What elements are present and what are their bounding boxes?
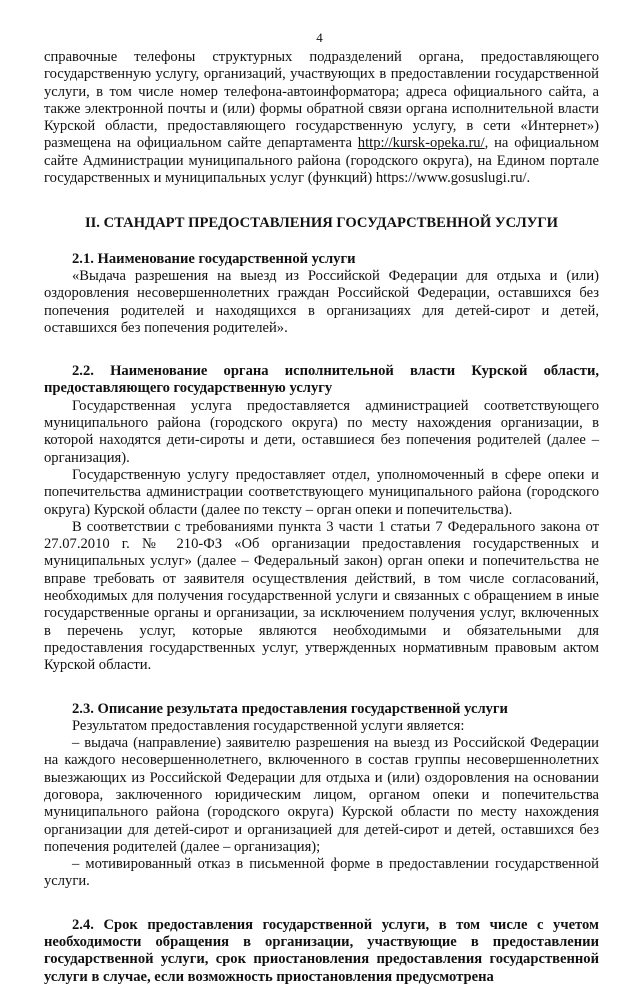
paragraph-2-3-2: – выдача (направление) заявителю разрешения на выезд из Российской Федерации на каждого несовершеннолетнего, включенного в состав группы несовершеннолетних выезжающих из Российской Федерации для отдыха и (или) оздоровления на основании договора, заключенного юридическим лицом, органом опеки и попечительства муниципального района (городского округа) Курской области по месту нахождения организации для детей-сирот и организацией для детей-сирот и детей, оставшихся без попечения родителей (далее – организация); [44, 735, 599, 855]
paragraph-2-3-1: Результатом предоставления государственной услуги является: [72, 717, 465, 734]
heading-2-3: 2.3. Описание результата предоставления государственной услуги [72, 700, 508, 717]
department-site-link[interactable]: http://kursk-opeka.ru/ [357, 135, 485, 152]
section-title: II. СТАНДАРТ ПРЕДОСТАВЛЕНИЯ ГОСУДАРСТВЕННОЙ УСЛУГИ [84, 215, 559, 232]
paragraph-2-1-1: «Выдача разрешения на выезд из Российской Федерации для отдыха и (или) оздоровления несовершеннолетних граждан Российской Федерации, оставшихся без попечения родителей и находящихся в организациях для детей-сирот и детей, оставшихся без попечения родителей». [44, 267, 599, 336]
intro-text-before-link: справочные телефоны структурных подразделений органа, предоставляющего государственную услугу, организаций, участвующих в предоставлении государственной услуги, в том числе номер телефона-автоинформатора; адреса официального сайта, а также электронной почты и (или) формы обратной связи органа исполнительной власти Курской области, предоставляющего государственную услугу, в сети «Интернет») размещена на официальном сайте департамента [44, 49, 599, 152]
paragraph-2-2-2: Государственную услугу предоставляет отдел, уполномоченный в сфере опеки и попечительства администрации соответствующего муниципального района (городского округа) Курской области (далее по тексту – орган опеки и попечительства). [44, 466, 599, 518]
paragraph-2-3-3: – мотивированный отказ в письменной форме в предоставлении государственной услуги. [44, 856, 599, 890]
heading-2-2: 2.2. Наименование органа исполнительной власти Курской области, предоставляющего государственную услугу [44, 363, 599, 397]
page-content [44, 49, 599, 986]
heading-2-4: 2.4. Срок предоставления государственной услуги, в том числе с учетом необходимости обращения в организации, участвующие в предоставлении государственной услуги, срок приостановления предоставления государственной услуги в случае, если возможность приостановления предусмотрена [44, 916, 599, 985]
heading-2-1: 2.1. Наименование государственной услуги [72, 250, 356, 267]
paragraph-2-2-3: В соответствии с требованиями пункта 3 части 1 статьи 7 Федерального закона от 27.07.2010 г. № 210-ФЗ «Об организации предоставления государственных и муниципальных услуг» (далее – Федеральный закон) орган опеки и попечительства не вправе требовать от заявителя осуществления действий, в том числе согласований, необходимых для получения государственной услуги и связанных с обращением в иные государственные органы и организации, за исключением получения услуг, включенных в перечень услуг, которые являются необходимыми и обязательными для предоставления государственных услуг, утвержденных нормативным правовым актом Курской области. [44, 518, 599, 674]
page-number: 4 [316, 30, 323, 45]
intro-text-after-link: , на официальном сайте Администрации муниципального района (городского округа), на Едином портале государственных и муниципальных услуг (функций) https://www.gosuslugi.ru/. [44, 135, 599, 187]
intro-paragraph [44, 49, 599, 187]
paragraph-2-2-1: Государственная услуга предоставляется администрацией соответствующего муниципального района (городского округа) по месту нахождения организации, в которой находятся дети-сироты и дети, оставшиеся без попечения родителей (далее – организация). [44, 397, 599, 466]
